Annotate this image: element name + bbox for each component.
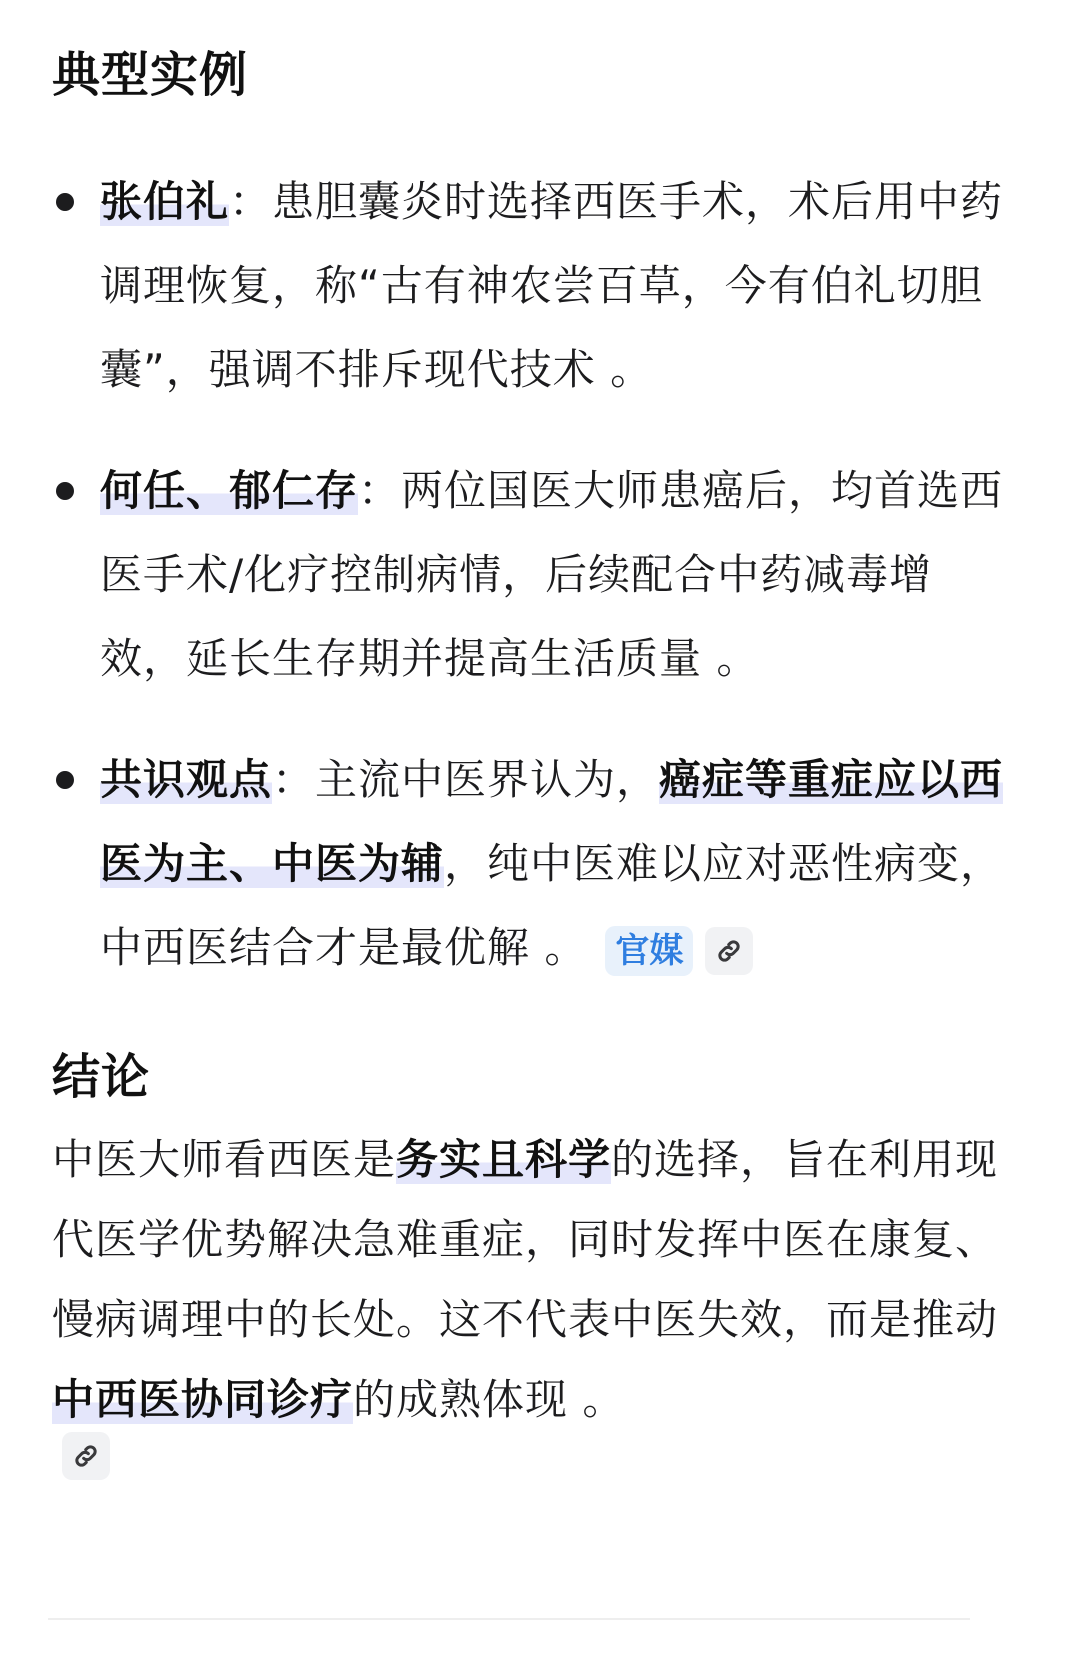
example-item: [52, 449, 1012, 701]
example-term: 共识观点: [100, 755, 273, 804]
text-run: 的选择，旨在利用现代医学优势解决急难重症，同时发挥中医在康复、慢病调理中的长处。这不代表中医失效，而是推动: [52, 1135, 999, 1344]
examples-list: [52, 160, 1012, 1027]
bullet-dot: [56, 193, 74, 211]
link-icon[interactable]: [62, 1432, 110, 1480]
link-icon[interactable]: [705, 927, 753, 975]
section-title-conclusion: 结论: [52, 1049, 151, 1105]
highlighted-text: 务实且科学: [396, 1135, 612, 1184]
text-run: ：患胆囊炎时选择西医手术，术后用中药调理恢复，称“古有神农尝百草，今有伯礼切胆囊”，强调不排斥现代技术 。: [100, 177, 1004, 394]
example-item: [52, 738, 1012, 990]
text-run: ，纯中医难以应对恶性病变，中西医结合才是最优解 。: [100, 839, 1004, 972]
text-run: ：主流中医界认为，: [272, 755, 660, 804]
example-term: 何任、郁仁存: [100, 466, 359, 515]
source-badge[interactable]: 官媒: [605, 926, 693, 976]
conclusion-paragraph: [52, 1120, 1012, 1440]
example-item: [52, 160, 1012, 412]
bullet-dot: [56, 771, 74, 789]
bullet-dot: [56, 482, 74, 500]
text-run: 中医大师看西医是: [52, 1135, 397, 1184]
highlighted-text: 癌症等重症应以西医为主、中医为辅: [100, 755, 1004, 888]
example-term: 张伯礼: [100, 177, 230, 226]
text-run: ：两位国医大师患癌后，均首选西医手术/化疗控制病情，后续配合中药减毒增效，延长生存期并提高生活质量 。: [100, 466, 1004, 683]
divider: [48, 1618, 970, 1620]
section-title-examples: 典型实例: [52, 47, 249, 103]
highlighted-text: 中西医协同诊疗: [52, 1375, 354, 1424]
example-text: [100, 177, 1003, 394]
text-run: 的成熟体现 。: [353, 1375, 626, 1424]
